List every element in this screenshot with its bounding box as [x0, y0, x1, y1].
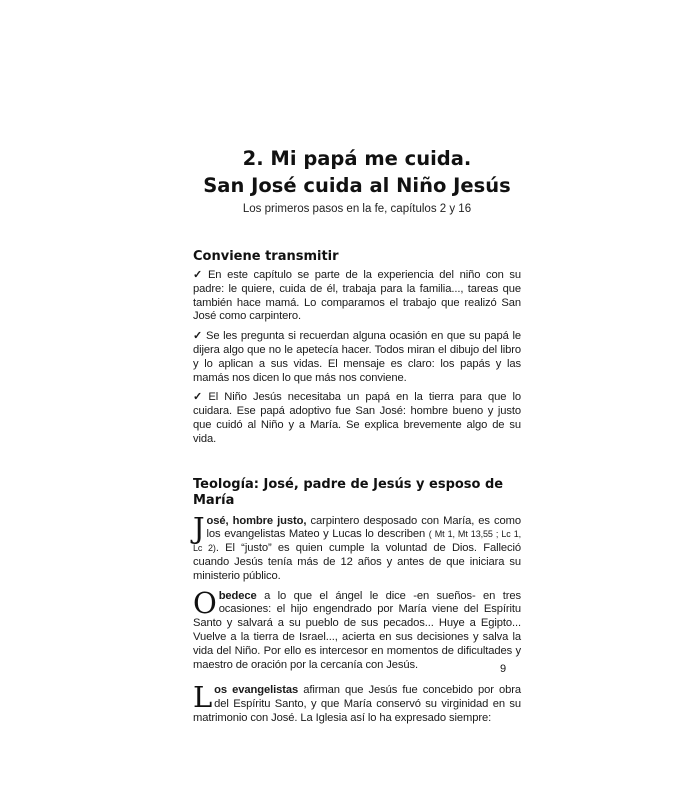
paragraph-leadin: osé, hombre justo,: [206, 514, 307, 527]
paragraph-evangelistas: [193, 680, 522, 725]
paragraph-jose: [193, 510, 521, 584]
paragraph-obedece: [193, 585, 521, 673]
chapter-title-line1: 2. Mi papá me cuida.: [242, 147, 472, 170]
checklist-item-text: El Niño Jesús necesitaba un papá en la tierra para que lo cuidara. Ese papá adoptivo fue San José: hombre bueno y justo que cuidó al Niño y a María. Se explica brevemente algo de su vida.: [193, 391, 521, 445]
page-content: [193, 145, 521, 726]
paragraph-text: carpintero desposado con María, es como los evangelistas Mateo y Lucas lo describen: [206, 514, 521, 541]
chapter-title-line2: San José cuida al Niño Jesús: [203, 174, 511, 197]
check-icon: ✓: [193, 330, 203, 343]
checklist-item: [193, 391, 521, 446]
check-icon: ✓: [193, 269, 205, 281]
chapter-title: [193, 145, 521, 199]
drop-cap: L: [193, 680, 213, 715]
checklist-item-text: En este capítulo se parte de la experiencia del niño con su padre: le quiere, cuida de él, trabaja para la familia..., tareas que también hace mamá. Lo comparamos el trabajo que realizó San José como carpintero.: [193, 269, 522, 323]
paragraph-text: . El “justo” es quien cumple la voluntad de Dios. Falleció cuando Jesús tenía más de 12 años y antes de que iniciara su ministerio público.: [193, 542, 521, 582]
drop-cap: J: [193, 510, 205, 545]
section-heading-conviene: Conviene transmitir: [193, 249, 339, 264]
check-icon: ✓: [193, 391, 206, 404]
section-heading-teologia: Teología: José, padre de Jesús y esposo de María: [193, 476, 504, 508]
checklist-item: [193, 269, 521, 324]
drop-cap: O: [193, 585, 217, 620]
paragraph-leadin: os evangelistas: [214, 684, 299, 697]
checklist-item-text: Se les pregunta si recuerdan alguna ocasión en que su papá le dijera algo que no le apetecía hacer. Todos miran el dibujo del libro y lo aplican a sus vidas. El mensaje es claro: los papás y las mamás nos dicen lo que más nos conviene.: [193, 330, 522, 384]
paragraph-text: a lo que el ángel le dice -en sueños- en tres ocasiones: el hijo engendrado por María viene del Espíritu Santo y salvará a su pueblo de sus pecados... Huye a Egipto... Vuelve a la tierra de Israel..., acierta en sus decisiones y salva la vida del Niño. Por ello es intercesor en momentos de dificultades y maestro de oración por la cercanía con Jesús.: [193, 589, 521, 671]
page-number: 9: [500, 663, 507, 675]
bible-reference: ( Mt 1, Mt 13,55 ; Lc 1, Lc 2): [193, 529, 521, 554]
chapter-subtitle: Los primeros pasos en la fe, capítulos 2 y 16: [242, 203, 472, 215]
paragraph-text: afirman que Jesús fue concebido por obra del Espíritu Santo, y que María conservó su virginidad en su matrimonio con José. La Iglesia así lo ha expresado siempre:: [193, 684, 522, 724]
paragraph-leadin: bedece: [218, 589, 257, 602]
checklist-item: [193, 330, 521, 385]
